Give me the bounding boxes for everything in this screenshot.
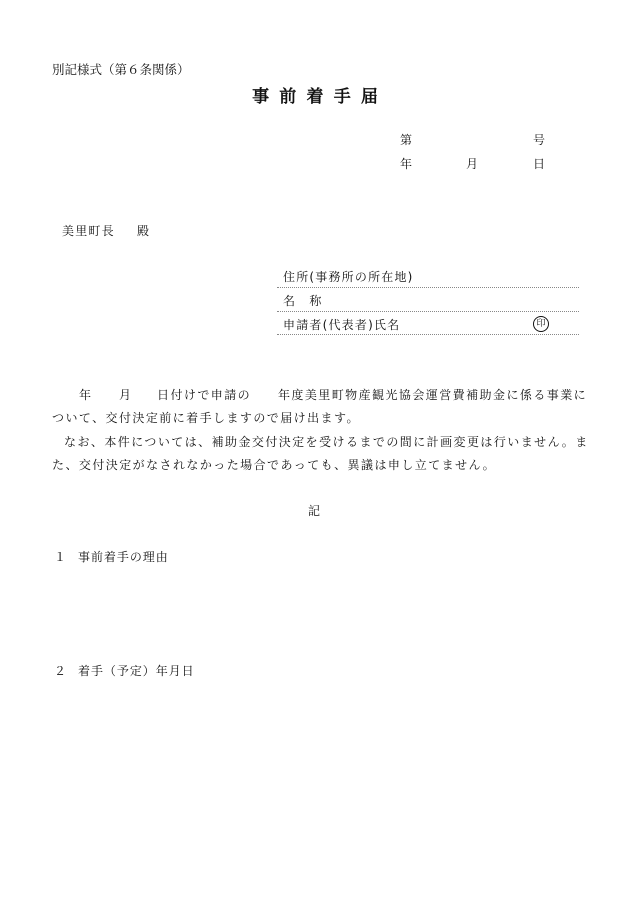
number-dai: 第 — [400, 133, 413, 147]
body-line-1: 日付けで申請の 年度美里町物産観光協会運営費補助金に係る事業に — [157, 388, 588, 402]
body-month: 月 — [119, 388, 132, 402]
addressee-honorific: 殿 — [137, 224, 150, 238]
body-line-2: ついて、交付決定前に着手しますので届け出ます。 — [52, 411, 360, 425]
document-title: 事前着手届 — [252, 87, 389, 107]
item-label: 着手（予定）年月日 — [78, 664, 195, 678]
name-line — [277, 311, 579, 312]
representative-label: 申請者(代表者)氏名 — [283, 318, 401, 332]
addressee-name: 美里町長 — [62, 224, 115, 238]
item-label: 事前着手の理由 — [78, 550, 169, 564]
seal-mark: 印 — [533, 316, 549, 332]
date-year: 年 — [400, 157, 413, 171]
date-day: 日 — [533, 157, 546, 171]
item-number: １ — [54, 550, 67, 564]
form-label: 別記様式（第６条関係） — [52, 62, 190, 77]
address-label: 住所(事務所の所在地) — [283, 270, 414, 284]
body-year: 年 — [79, 388, 92, 402]
number-go: 号 — [533, 133, 546, 147]
item-number: ２ — [54, 664, 67, 678]
ki-heading: 記 — [308, 504, 321, 518]
body-line-3: なお、本件については、補助金交付決定を受けるまでの間に計画変更は行いません。ま — [64, 435, 589, 449]
address-line — [277, 287, 579, 288]
representative-line — [277, 334, 579, 335]
body-line-4: た、交付決定がなされなかった場合であっても、異議は申し立てません。 — [52, 458, 497, 472]
date-month: 月 — [466, 157, 479, 171]
name-label: 名 称 — [283, 294, 323, 308]
